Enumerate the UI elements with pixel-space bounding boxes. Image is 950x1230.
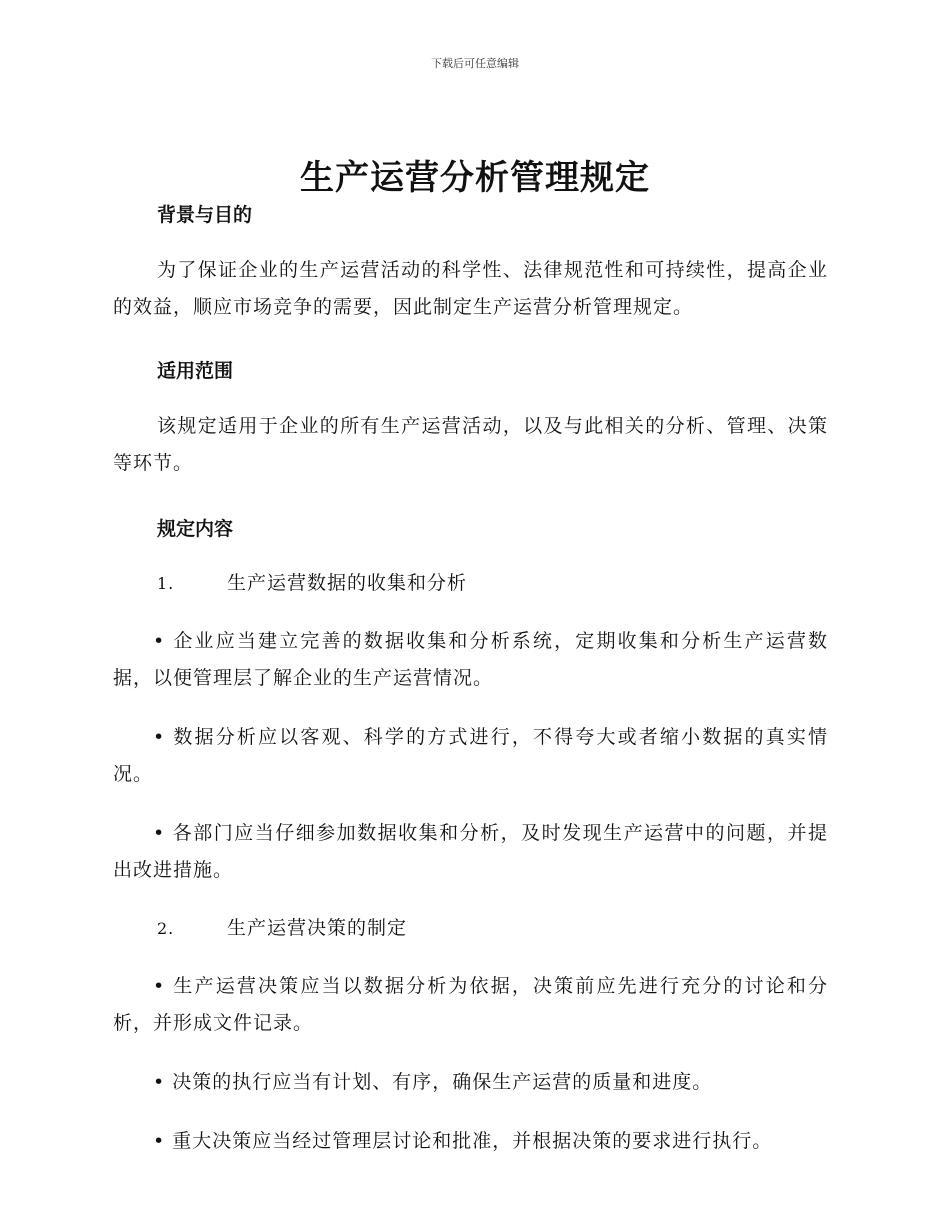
item-number: 1. — [157, 574, 175, 593]
section-heading-background: 背景与目的 — [157, 204, 253, 226]
bullet-item: • 数据分析应以客观、科学的方式进行，不得夸大或者缩小数据的真实情况。 — [113, 726, 828, 785]
bullet-item: • 各部门应当仔细参加数据收集和分析，及时发现生产运营中的问题，并提出改进措施。 — [113, 822, 828, 881]
item-number: 2. — [157, 919, 175, 938]
section-heading-content: 规定内容 — [157, 518, 234, 540]
bullet-item: • 企业应当建立完善的数据收集和分析系统，定期收集和分析生产运营数据，以便管理层了解企业的生产运营情况。 — [113, 630, 828, 689]
bullet-item: • 重大决策应当经过管理层讨论和批准，并根据决策的要求进行执行。 — [153, 1130, 773, 1152]
document-title: 生产运营分析管理规定 — [300, 158, 650, 198]
numbered-item-1 — [113, 568, 828, 599]
item-label: 生产运营数据的收集和分析 — [227, 572, 468, 594]
bullet-item: • 生产运营决策应当以数据分析为依据，决策前应先进行充分的讨论和分析，并形成文件记录。 — [113, 975, 828, 1034]
document-body — [113, 200, 828, 1160]
section-heading-scope: 适用范围 — [157, 360, 234, 382]
header-note: 下载后可任意编辑 — [431, 57, 519, 70]
bullet-item: • 决策的执行应当有计划、有序，确保生产运营的质量和进度。 — [153, 1071, 713, 1093]
item-label: 生产运营决策的制定 — [227, 917, 408, 939]
paragraph-scope: 该规定适用于企业的所有生产运营活动，以及与此相关的分析、管理、决策等环节。 — [113, 415, 828, 474]
numbered-item-2 — [113, 913, 828, 944]
paragraph-background: 为了保证企业的生产运营活动的科学性、法律规范性和可持续性，提高企业的效益，顺应市场竞争的需要，因此制定生产运营分析管理规定。 — [113, 259, 828, 318]
